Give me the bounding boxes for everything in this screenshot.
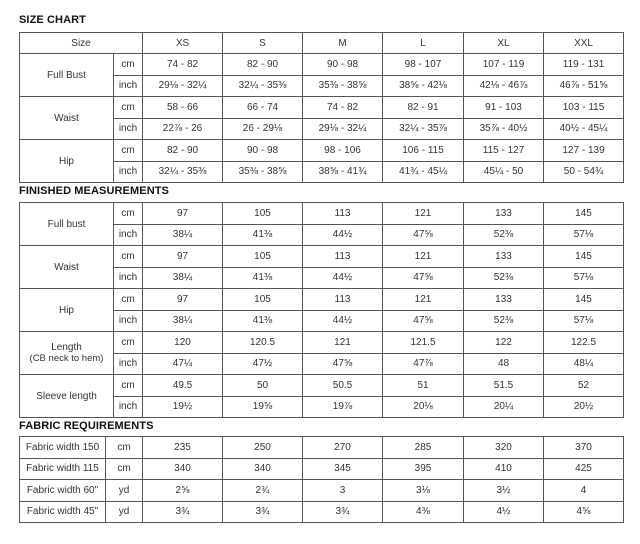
size-chart-heading: SIZE CHART xyxy=(19,14,86,26)
value-cell: 3¾ xyxy=(143,501,223,523)
value-cell: 44½ xyxy=(303,310,383,332)
value-cell: 121 xyxy=(383,203,464,225)
value-cell: 98 - 107 xyxy=(383,54,464,76)
unit-cell: cm xyxy=(114,375,143,397)
value-cell: 3½ xyxy=(464,480,544,502)
unit-cell: cm xyxy=(114,203,143,225)
value-cell: 122 xyxy=(464,332,544,354)
unit-cell: cm xyxy=(106,458,143,480)
table-row xyxy=(20,203,624,225)
value-cell: 3¾ xyxy=(303,501,383,523)
value-cell: 90 - 98 xyxy=(223,140,303,162)
value-cell: 52⅜ xyxy=(464,267,544,289)
value-cell: 29⅛ - 32¼ xyxy=(303,118,383,140)
value-cell: 345 xyxy=(303,458,383,480)
value-cell: 250 xyxy=(223,437,303,459)
value-cell: 35⅜ - 38⅝ xyxy=(223,161,303,183)
value-cell: 106 - 115 xyxy=(383,140,464,162)
row-group-label: Full bust xyxy=(20,203,114,246)
row-group-label: Hip xyxy=(20,140,114,183)
value-cell: 32¼ - 35⅜ xyxy=(223,75,303,97)
value-cell: 113 xyxy=(303,289,383,311)
value-cell: 410 xyxy=(464,458,544,480)
row-group-label: Hip xyxy=(20,289,114,332)
value-cell: 121.5 xyxy=(383,332,464,354)
value-cell: 47⅝ xyxy=(383,267,464,289)
value-cell: 58 - 66 xyxy=(143,97,223,119)
row-label: Fabric width 60" xyxy=(20,480,106,502)
unit-cell: cm xyxy=(114,332,143,354)
size-header-cell: L xyxy=(383,33,464,54)
value-cell: 52⅜ xyxy=(464,224,544,246)
fabric-requirements-heading: FABRIC REQUIREMENTS xyxy=(19,420,154,432)
value-cell: 52 xyxy=(544,375,624,397)
size-chart-table xyxy=(19,32,624,183)
unit-cell: inch xyxy=(114,267,143,289)
value-cell: 26 - 29⅛ xyxy=(223,118,303,140)
value-cell: 44½ xyxy=(303,224,383,246)
row-label: Fabric width 115 xyxy=(20,458,106,480)
unit-cell: cm xyxy=(114,246,143,268)
unit-cell: inch xyxy=(114,396,143,418)
row-group-label: Full Bust xyxy=(20,54,114,97)
value-cell: 42⅛ - 46⅞ xyxy=(464,75,544,97)
finished-measurements-table xyxy=(19,202,624,418)
value-cell: 50 xyxy=(223,375,303,397)
value-cell: 370 xyxy=(544,437,624,459)
value-cell: 19⅝ xyxy=(223,396,303,418)
value-cell: 2¾ xyxy=(223,480,303,502)
value-cell: 19⅞ xyxy=(303,396,383,418)
value-cell: 97 xyxy=(143,203,223,225)
value-cell: 20½ xyxy=(544,396,624,418)
value-cell: 48 xyxy=(464,353,544,375)
value-cell: 74 - 82 xyxy=(143,54,223,76)
value-cell: 47⅞ xyxy=(383,353,464,375)
unit-cell: yd xyxy=(106,480,143,502)
value-cell: 47⅝ xyxy=(383,310,464,332)
table-row xyxy=(20,458,624,480)
value-cell: 133 xyxy=(464,246,544,268)
table-row xyxy=(20,97,624,119)
value-cell: 120.5 xyxy=(223,332,303,354)
size-header-row xyxy=(20,33,624,54)
value-cell: 38⅝ - 41¾ xyxy=(303,161,383,183)
size-header-label: Size xyxy=(20,33,143,54)
value-cell: 145 xyxy=(544,246,624,268)
value-cell: 340 xyxy=(223,458,303,480)
value-cell: 97 xyxy=(143,246,223,268)
value-cell: 47½ xyxy=(223,353,303,375)
row-label: Fabric width 150 xyxy=(20,437,106,459)
value-cell: 3¾ xyxy=(223,501,303,523)
size-header-cell: XL xyxy=(464,33,544,54)
value-cell: 4⅝ xyxy=(544,501,624,523)
value-cell: 107 - 119 xyxy=(464,54,544,76)
value-cell: 51 xyxy=(383,375,464,397)
value-cell: 47⅝ xyxy=(303,353,383,375)
table-row xyxy=(20,480,624,502)
value-cell: 49.5 xyxy=(143,375,223,397)
value-cell: 121 xyxy=(383,289,464,311)
value-cell: 82 - 90 xyxy=(143,140,223,162)
value-cell: 98 - 106 xyxy=(303,140,383,162)
value-cell: 2⅝ xyxy=(143,480,223,502)
value-cell: 113 xyxy=(303,246,383,268)
value-cell: 44½ xyxy=(303,267,383,289)
row-label: Fabric width 45" xyxy=(20,501,106,523)
value-cell: 41⅜ xyxy=(223,267,303,289)
value-cell: 74 - 82 xyxy=(303,97,383,119)
unit-cell: cm xyxy=(106,437,143,459)
value-cell: 133 xyxy=(464,289,544,311)
unit-cell: yd xyxy=(106,501,143,523)
value-cell: 66 - 74 xyxy=(223,97,303,119)
value-cell: 38¼ xyxy=(143,267,223,289)
value-cell: 340 xyxy=(143,458,223,480)
value-cell: 45¼ - 50 xyxy=(464,161,544,183)
unit-cell: inch xyxy=(114,224,143,246)
value-cell: 3⅛ xyxy=(383,480,464,502)
row-group-label: Waist xyxy=(20,97,114,140)
unit-cell: cm xyxy=(114,97,143,119)
value-cell: 48¼ xyxy=(544,353,624,375)
size-header-cell: M xyxy=(303,33,383,54)
value-cell: 121 xyxy=(383,246,464,268)
value-cell: 105 xyxy=(223,246,303,268)
fabric-requirements-table xyxy=(19,436,624,523)
table-row xyxy=(20,54,624,76)
unit-cell: inch xyxy=(114,161,143,183)
table-row xyxy=(20,375,624,397)
value-cell: 105 xyxy=(223,203,303,225)
value-cell: 145 xyxy=(544,289,624,311)
value-cell: 50 - 54¾ xyxy=(544,161,624,183)
value-cell: 29⅛ - 32¼ xyxy=(143,75,223,97)
unit-cell: inch xyxy=(114,353,143,375)
value-cell: 320 xyxy=(464,437,544,459)
value-cell: 57⅛ xyxy=(544,224,624,246)
table-row xyxy=(20,501,624,523)
unit-cell: cm xyxy=(114,54,143,76)
value-cell: 90 - 98 xyxy=(303,54,383,76)
value-cell: 121 xyxy=(303,332,383,354)
unit-cell: cm xyxy=(114,289,143,311)
unit-cell: inch xyxy=(114,310,143,332)
unit-cell: cm xyxy=(114,140,143,162)
value-cell: 46⅞ - 51⅝ xyxy=(544,75,624,97)
value-cell: 38¼ xyxy=(143,224,223,246)
size-header-cell: XS xyxy=(143,33,223,54)
length-label: Length xyxy=(51,342,82,353)
value-cell: 38¼ xyxy=(143,310,223,332)
value-cell: 103 - 115 xyxy=(544,97,624,119)
table-row xyxy=(20,140,624,162)
table-row xyxy=(20,289,624,311)
finished-measurements-heading: FINISHED MEASUREMENTS xyxy=(19,185,169,197)
value-cell: 270 xyxy=(303,437,383,459)
value-cell: 425 xyxy=(544,458,624,480)
value-cell: 19½ xyxy=(143,396,223,418)
value-cell: 235 xyxy=(143,437,223,459)
value-cell: 57⅛ xyxy=(544,310,624,332)
value-cell: 40½ - 45¼ xyxy=(544,118,624,140)
value-cell: 32¼ - 35⅞ xyxy=(383,118,464,140)
value-cell: 41⅜ xyxy=(223,310,303,332)
length-sublabel: (CB neck to hem) xyxy=(29,353,104,364)
value-cell: 105 xyxy=(223,289,303,311)
table-row xyxy=(20,437,624,459)
value-cell: 4 xyxy=(544,480,624,502)
value-cell: 4½ xyxy=(464,501,544,523)
unit-cell: inch xyxy=(114,75,143,97)
row-group-label: Waist xyxy=(20,246,114,289)
value-cell: 91 - 103 xyxy=(464,97,544,119)
value-cell: 50.5 xyxy=(303,375,383,397)
value-cell: 120 xyxy=(143,332,223,354)
value-cell: 133 xyxy=(464,203,544,225)
value-cell: 38⅝ - 42⅛ xyxy=(383,75,464,97)
value-cell: 285 xyxy=(383,437,464,459)
size-header-cell: XXL xyxy=(544,33,624,54)
value-cell: 20¼ xyxy=(464,396,544,418)
value-cell: 35⅞ - 40½ xyxy=(464,118,544,140)
value-cell: 22⅞ - 26 xyxy=(143,118,223,140)
row-group-label: Sleeve length xyxy=(20,375,114,418)
value-cell: 3 xyxy=(303,480,383,502)
value-cell: 57⅛ xyxy=(544,267,624,289)
table-row xyxy=(20,246,624,268)
value-cell: 51.5 xyxy=(464,375,544,397)
row-group-label xyxy=(20,332,114,375)
value-cell: 97 xyxy=(143,289,223,311)
value-cell: 82 - 91 xyxy=(383,97,464,119)
value-cell: 113 xyxy=(303,203,383,225)
value-cell: 395 xyxy=(383,458,464,480)
value-cell: 115 - 127 xyxy=(464,140,544,162)
value-cell: 82 - 90 xyxy=(223,54,303,76)
value-cell: 32¼ - 35⅜ xyxy=(143,161,223,183)
value-cell: 145 xyxy=(544,203,624,225)
value-cell: 41¾ - 45¼ xyxy=(383,161,464,183)
value-cell: 35⅜ - 38⅝ xyxy=(303,75,383,97)
size-header-cell: S xyxy=(223,33,303,54)
value-cell: 127 - 139 xyxy=(544,140,624,162)
value-cell: 20⅛ xyxy=(383,396,464,418)
value-cell: 119 - 131 xyxy=(544,54,624,76)
unit-cell: inch xyxy=(114,118,143,140)
value-cell: 4⅜ xyxy=(383,501,464,523)
value-cell: 122.5 xyxy=(544,332,624,354)
value-cell: 52⅜ xyxy=(464,310,544,332)
table-row xyxy=(20,332,624,354)
value-cell: 47¼ xyxy=(143,353,223,375)
value-cell: 47⅝ xyxy=(383,224,464,246)
value-cell: 41⅜ xyxy=(223,224,303,246)
